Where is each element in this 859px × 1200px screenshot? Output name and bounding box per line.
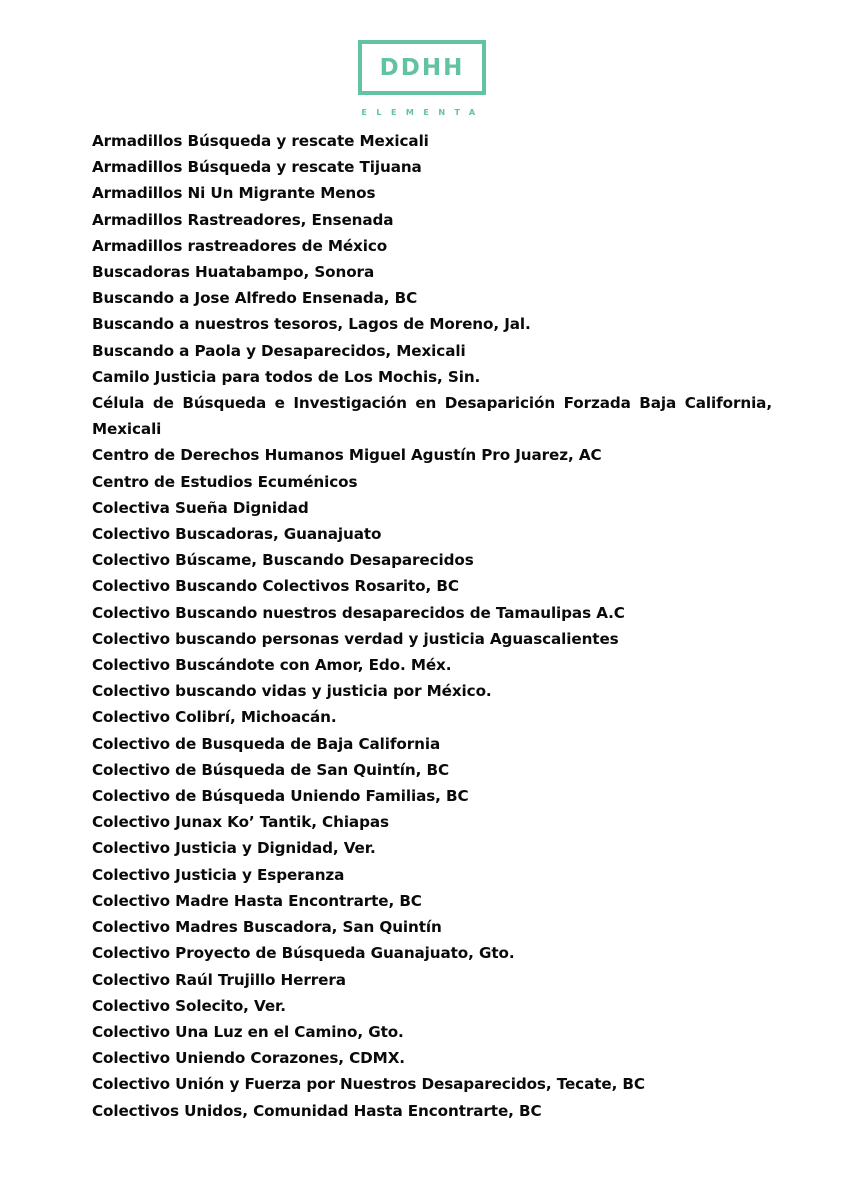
list-item: Colectivo Búscame, Buscando Desaparecidos bbox=[92, 551, 474, 570]
list-item: Colectivo de Busqueda de Baja California bbox=[92, 734, 441, 753]
list-item: Buscando a nuestros tesoros, Lagos de Moreno, Jal. bbox=[92, 315, 531, 334]
list-item: Colectivo Madres Buscadora, San Quintín bbox=[92, 918, 442, 937]
list-item: Colectivo Buscadoras, Guanajuato bbox=[92, 525, 382, 544]
list-item: Colectivo Junax Ko’ Tantik, Chiapas bbox=[92, 813, 389, 832]
list-item: Armadillos Rastreadores, Ensenada bbox=[92, 210, 394, 229]
list-item: Colectivo buscando vidas y justicia por México. bbox=[92, 682, 492, 701]
list-item: Centro de Derechos Humanos Miguel Agustín Pro Juarez, AC bbox=[92, 446, 602, 465]
list-item: Colectivo Raúl Trujillo Herrera bbox=[92, 970, 346, 989]
list-item: Buscando a Paola y Desaparecidos, Mexicali bbox=[92, 341, 466, 360]
list-item: Armadillos Ni Un Migrante Menos bbox=[92, 184, 376, 203]
list-item: Colectivo Una Luz en el Camino, Gto. bbox=[92, 1022, 404, 1041]
list-item: Armadillos Búsqueda y rescate Mexicali bbox=[92, 132, 429, 150]
list-item: Camilo Justicia para todos de Los Mochis, Sin. bbox=[92, 367, 481, 386]
list-item: Colectivo de Búsqueda Uniendo Familias, BC bbox=[92, 787, 469, 806]
ddhh-elementa-logo bbox=[356, 38, 490, 118]
organization-list bbox=[92, 128, 772, 1124]
list-item: Colectivo Uniendo Corazones, CDMX. bbox=[92, 1049, 405, 1068]
list-item: Colectivo Solecito, Ver. bbox=[92, 996, 286, 1015]
list-item: Célula de Búsqueda e Investigación en Desaparición Forzada Baja California, Mexicali bbox=[92, 394, 772, 439]
list-item: Colectivos Unidos, Comunidad Hasta Encontrarte, BC bbox=[92, 1101, 542, 1120]
logo-title: DDHH bbox=[379, 54, 465, 81]
list-item: Colectivo buscando personas verdad y justicia Aguascalientes bbox=[92, 629, 619, 648]
list-item: Colectiva Sueña Dignidad bbox=[92, 498, 309, 517]
list-item: Colectivo Justicia y Dignidad, Ver. bbox=[92, 839, 376, 858]
logo-subtitle: ELEMENTA bbox=[361, 108, 485, 117]
list-item: Armadillos rastreadores de México bbox=[92, 236, 388, 255]
list-item: Colectivo Buscando Colectivos Rosarito, BC bbox=[92, 577, 459, 596]
list-item: Armadillos Búsqueda y rescate Tijuana bbox=[92, 158, 422, 177]
list-item: Colectivo Buscándote con Amor, Edo. Méx. bbox=[92, 656, 452, 675]
list-item: Colectivo Unión y Fuerza por Nuestros Desaparecidos, Tecate, BC bbox=[92, 1075, 645, 1094]
list-item: Colectivo Justicia y Esperanza bbox=[92, 865, 345, 884]
logo-frame bbox=[358, 40, 486, 95]
list-item: Colectivo Madre Hasta Encontrarte, BC bbox=[92, 891, 422, 910]
list-item: Buscadoras Huatabampo, Sonora bbox=[92, 263, 375, 282]
list-item: Colectivo Buscando nuestros desaparecidos de Tamaulipas A.C bbox=[92, 603, 625, 622]
list-item: Centro de Estudios Ecuménicos bbox=[92, 472, 358, 491]
list-item: Colectivo de Búsqueda de San Quintín, BC bbox=[92, 760, 450, 779]
list-item: Colectivo Proyecto de Búsqueda Guanajuato, Gto. bbox=[92, 944, 515, 963]
list-item: Colectivo Colibrí, Michoacán. bbox=[92, 708, 337, 727]
list-item: Buscando a Jose Alfredo Ensenada, BC bbox=[92, 289, 418, 308]
